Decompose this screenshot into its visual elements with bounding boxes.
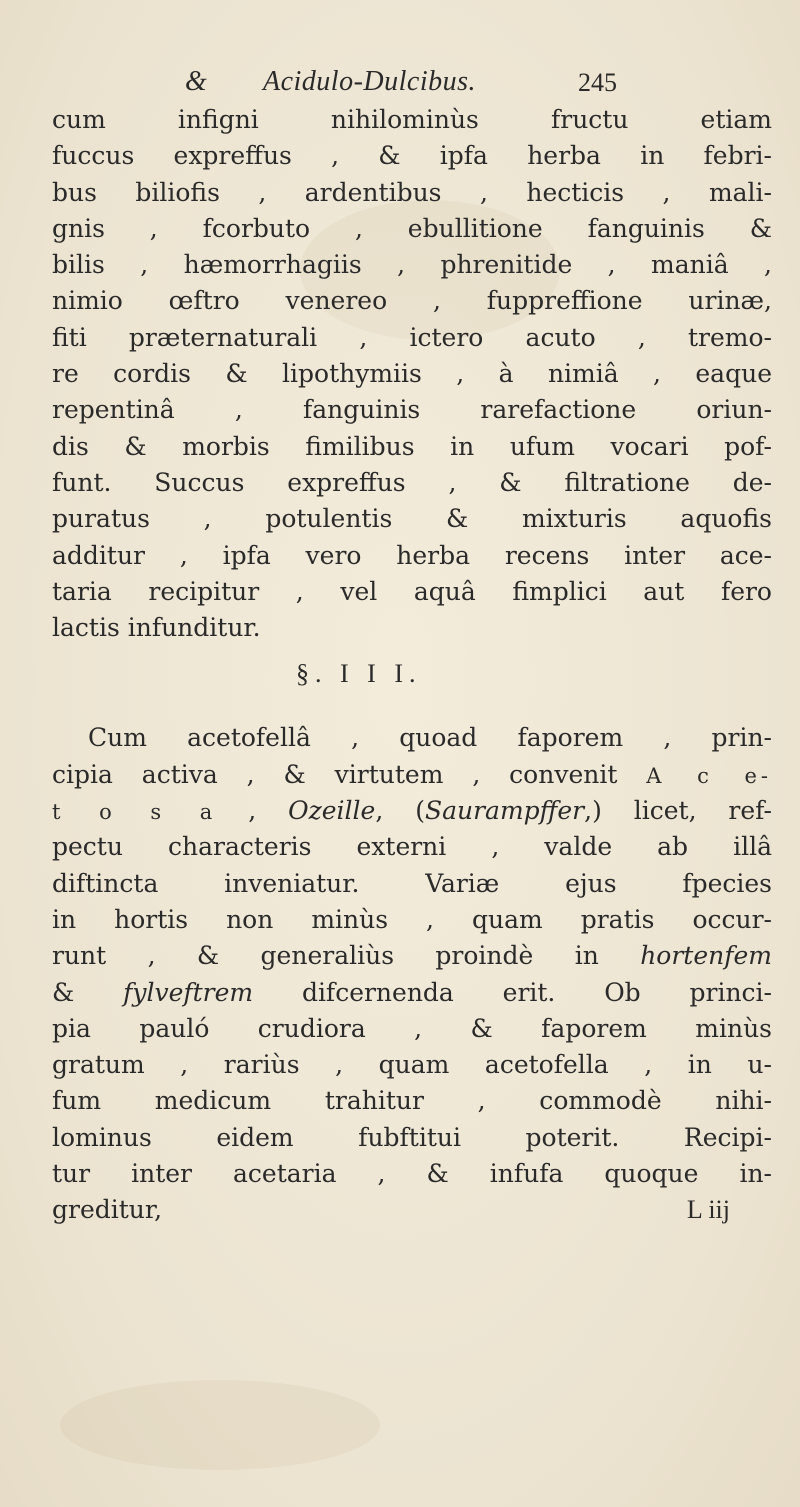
body-text <box>52 102 772 1229</box>
paper-stain <box>60 1380 380 1470</box>
text-line: fuccus expreffus , & ipfa herba in febri- <box>52 141 772 171</box>
text-line: repentinâ , fanguinis rarefactione oriun- <box>52 395 772 425</box>
page-number: 245 <box>578 68 617 97</box>
text-line: fiti præternaturali , ictero acuto , tremo- <box>52 322 772 352</box>
text-line: in hortis non minùs , quam pratis occur- <box>52 904 772 934</box>
small-caps-name: A c e- <box>646 763 772 788</box>
text-line: greditur, L iij <box>52 1192 772 1228</box>
text-line: Cum acetofellâ , quoad faporem , prin- <box>88 723 772 753</box>
small-caps-name: t o s a <box>52 800 217 825</box>
signature-mark: L iij <box>686 1195 730 1225</box>
running-header <box>155 62 625 102</box>
text-line: fum medicum trahitur , commodè nihi- <box>52 1086 772 1116</box>
text-line: bus biliofis , ardentibus , hecticis , mali- <box>52 177 772 207</box>
text-line: runt , & generaliùs proindè in hortenfem <box>52 941 772 971</box>
text-line: pia pauló crudiora , & faporem minùs <box>52 1013 772 1043</box>
text-line: taria recipitur , vel aquâ fimplici aut fero <box>52 576 772 606</box>
text-line: cum infigni nihilominùs fructu etiam <box>52 105 772 134</box>
text-line: re cordis & lipothymiis , à nimiâ , eaque <box>52 359 772 389</box>
text-line: lactis infunditur. <box>52 613 261 643</box>
text-line: t o s a , Ozeille, (Saurampffer,) licet, ref- <box>52 796 772 826</box>
text-line: cipia activa , & virtutem , convenit A c e- <box>52 759 772 789</box>
header-ampersand: & <box>185 66 207 97</box>
text-line: nimio œftro venereo , fuppreffione urinæ, <box>52 286 772 316</box>
italic-term: hortenfem <box>640 941 772 971</box>
header-title: Acidulo-Dulcibus. <box>263 66 477 97</box>
text-line: diftincta inveniatur. Variæ ejus fpecies <box>52 868 772 898</box>
text-line: puratus , potulentis & mixturis aquofis <box>52 504 772 534</box>
italic-term: Saurampffer <box>424 796 585 826</box>
text-line: & fylveftrem difcernenda erit. Ob princi- <box>52 977 772 1007</box>
text-line: funt. Succus expreffus , & filtratione de- <box>52 467 772 497</box>
text-line: pectu characteris externi , valde ab illâ <box>52 832 772 862</box>
text-line: gnis , fcorbuto , ebullitione fanguinis & <box>52 213 772 243</box>
text-line: gratum , rariùs , quam acetofella , in u- <box>52 1050 772 1080</box>
text-line: tur inter acetaria , & infufa quoque in- <box>52 1159 772 1189</box>
text-line: lominus eidem fubftitui poterit. Recipi- <box>52 1122 772 1152</box>
text-line: additur , ipfa vero herba recens inter ace- <box>52 540 772 570</box>
section-heading: §. I I I. <box>296 659 422 689</box>
text-line: bilis , hæmorrhagiis , phrenitide , maniâ , <box>52 250 772 280</box>
text-line: dis & morbis fimilibus in ufum vocari pof- <box>52 431 772 461</box>
italic-term: fylveftrem <box>123 977 254 1007</box>
italic-term: Ozeille <box>288 796 376 826</box>
